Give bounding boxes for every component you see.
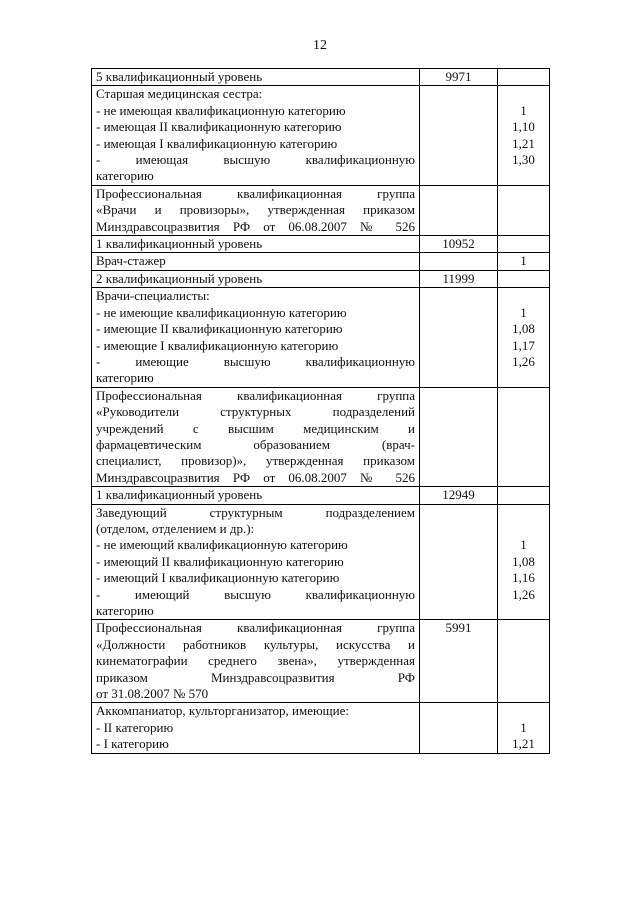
salary-value: 5991 [445,620,472,636]
coefficient-cell [498,86,550,185]
table-row [92,487,550,504]
position-cell [92,487,420,504]
coefficient-value: 1,21 [512,736,535,752]
position-line: учреждений с высшим медицинским и [96,420,415,436]
position-line: приказом Минздравсоцразвития РФ [96,669,415,685]
coefficient-value: 1,30 [512,152,535,168]
salary-value: 10952 [442,236,475,252]
position-line: Врач-стажер [96,253,166,269]
coefficient-value [502,703,545,719]
position-line: «Должности работников культуры, искусства и [96,636,415,652]
position-line: категорию [96,603,154,618]
salary-cell [420,487,498,504]
position-line: «Врачи и провизоры», утвержденная приказом [96,202,415,218]
position-cell [92,270,420,287]
salary-cell [420,288,498,387]
coefficient-value: 1,16 [512,570,535,586]
table-row [92,270,550,287]
position-cell [92,69,420,86]
coefficient-value [502,521,545,537]
salary-cell [420,504,498,620]
coefficient-value: 1 [520,304,527,320]
salary-cell [420,387,498,486]
position-line: - имеющие I квалификационную категорию [96,337,339,353]
position-line: Минздравсоцразвития РФ от 06.08.2007 № 526 [96,469,415,485]
position-cell [92,387,420,486]
position-cell [92,504,420,620]
salary-cell [420,620,498,703]
salary-value: 11999 [442,270,475,286]
position-cell [92,86,420,185]
coefficient-value: 1,08 [512,321,535,337]
position-line: - имеющая высшую квалификационную [96,152,415,168]
position-cell [92,185,420,235]
coefficient-value: 1,08 [512,553,535,569]
position-line: - не имеющий квалификационную категорию [96,537,348,553]
position-line: (отделом, отделением и др.): [96,520,255,536]
salary-value: 9971 [445,69,472,84]
coefficient-value: 1,26 [512,353,535,369]
coefficient-cell [498,288,550,387]
coefficient-cell [498,253,550,270]
coefficient-value: 1 [520,102,527,118]
coefficient-value: 1,26 [512,586,535,602]
coefficient-value: 1 [520,719,527,735]
position-line: Профессиональная квалификационная группа [96,185,415,201]
position-cell [92,703,420,753]
position-line: от 31.08.2007 № 570 [96,686,209,702]
salary-cell [420,86,498,185]
position-line: - имеющий высшую квалификационную [96,586,415,602]
position-line: 1 квалификационный уровень [96,487,263,503]
table-row [92,253,550,270]
salary-table-body [92,69,550,754]
position-cell [92,236,420,253]
coefficient-value: 1 [520,253,527,269]
position-line: категорию [96,370,154,386]
coefficient-value [502,288,545,304]
position-line: Профессиональная квалификационная группа [96,387,415,403]
position-line: Врачи-специалисты: [96,288,210,304]
position-line: Аккомпаниатор, культорганизатор, имеющие: [96,703,350,719]
position-line: - II категорию [96,719,174,735]
position-line: Профессиональная квалификационная группа [96,620,415,636]
page-number: 12 [313,38,327,53]
position-line: Старшая медицинская сестра: [96,86,263,102]
position-line: «Руководители структурных подразделений [96,404,415,420]
coefficient-cell [498,236,550,253]
salary-cell [420,236,498,253]
coefficient-value: 1,10 [512,119,535,135]
salary-value: 12949 [442,487,475,503]
position-line: специалист, провизор)», утвержденная приказом [96,453,415,469]
table-row [92,288,550,387]
position-line: 2 квалификационный уровень [96,270,263,286]
coefficient-cell [498,270,550,287]
position-line: фармацевтическим образованием (врач- [96,436,415,452]
table-row [92,504,550,620]
salary-cell [420,703,498,753]
salary-table [91,68,550,754]
salary-cell [420,270,498,287]
table-row [92,86,550,185]
coefficient-value [502,505,545,521]
table-row [92,69,550,86]
coefficient-cell [498,703,550,753]
coefficient-cell [498,69,550,86]
salary-cell [420,69,498,86]
position-cell [92,620,420,703]
salary-cell [420,185,498,235]
position-line: - имеющий I квалификационную категорию [96,570,340,586]
position-line: - имеющий II квалификационную категорию [96,553,344,569]
coefficient-cell [498,387,550,486]
position-line: - имеющая I квалификационную категорию [96,135,338,151]
position-line: - имеющие II квалификационную категорию [96,321,343,337]
table-row [92,703,550,753]
position-line: кинематографии среднего звена», утвержденная [96,653,415,669]
position-line: - не имеющая квалификационную категорию [96,102,346,118]
table-row [92,387,550,486]
coefficient-value: 1,17 [512,337,535,353]
coefficient-cell [498,504,550,620]
position-line: Минздравсоцразвития РФ от 06.08.2007 № 526 [96,218,415,234]
position-cell [92,253,420,270]
position-line: 1 квалификационный уровень [96,236,263,252]
table-row [92,620,550,703]
table-row [92,236,550,253]
coefficient-value: 1 [520,537,527,553]
position-line: - имеющая II квалификационную категорию [96,119,342,135]
position-line: категорию [96,168,154,184]
position-line: - не имеющие квалификационную категорию [96,304,347,320]
coefficient-value: 1,21 [512,135,535,151]
position-line: 5 квалификационный уровень [96,69,263,84]
coefficient-cell [498,620,550,703]
position-line: - I категорию [96,736,169,752]
position-cell [92,288,420,387]
salary-cell [420,253,498,270]
position-line: Заведующий структурным подразделением [96,504,415,520]
coefficient-value [502,86,545,102]
position-line: - имеющие высшую квалификационную [96,353,415,369]
table-row [92,185,550,235]
coefficient-cell [498,487,550,504]
coefficient-cell [498,185,550,235]
